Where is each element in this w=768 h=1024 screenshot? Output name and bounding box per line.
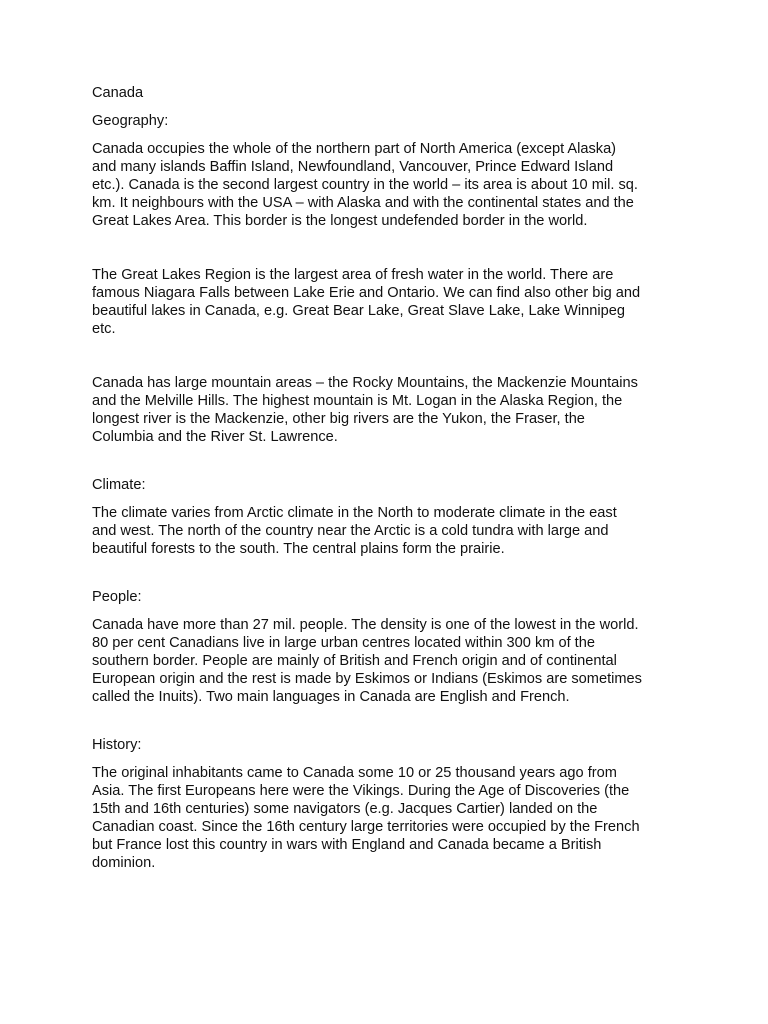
geography-paragraph: The Great Lakes Region is the largest area of fresh water in the world. There are famous Niagara Falls between Lake Erie and Ontario. We can find also other big and beautiful lakes in Canada, e.g. Great Bear Lake, Great Slave Lake, Lake Winnipeg etc. xyxy=(92,267,641,337)
document-body xyxy=(92,84,692,872)
section-heading-climate: Climate: xyxy=(92,477,146,493)
section-heading-geography: Geography: xyxy=(92,113,169,129)
section-heading-people: People: xyxy=(92,589,142,605)
people-paragraph: Canada have more than 27 mil. people. The density is one of the lowest in the world. 80 per cent Canadians live in large urban centres located within 300 km of the southern border. People are mainly of British and French origin and of continental European origin and the rest is made by Eskimos or Indians (Eskimos are sometimes called the Inuits). Two main languages in Canada are English and French. xyxy=(92,617,642,705)
geography-paragraph: Canada occupies the whole of the northern part of North America (except Alaska) and many islands Baffin Island, Newfoundland, Vancouver, Prince Edward Island etc.). Canada is the second largest country in the world – its area is about 10 mil. sq. km. It neighbours with the USA – with Alaska and with the continental states and the Great Lakes Area. This border is the longest undefended border in the world. xyxy=(92,141,638,229)
document-title: Canada xyxy=(92,85,144,101)
geography-paragraph: Canada has large mountain areas – the Rocky Mountains, the Mackenzie Mountains and the Melville Hills. The highest mountain is Mt. Logan in the Alaska Region, the longest river is the Mackenzie, other big rivers are the Yukon, the Fraser, the Columbia and the River St. Lawrence. xyxy=(92,375,638,445)
climate-paragraph: The climate varies from Arctic climate in the North to moderate climate in the east and west. The north of the country near the Arctic is a cold tundra with large and beautiful forests to the south. The central plains form the prairie. xyxy=(92,505,617,557)
history-paragraph: The original inhabitants came to Canada some 10 or 25 thousand years ago from Asia. The first Europeans here were the Vikings. During the Age of Discoveries (the 15th and 16th centuries) some navigators (e.g. Jacques Cartier) landed on the Canadian coast. Since the 16th century large territories were occupied by the French but France lost this country in wars with England and Canada became a British dominion. xyxy=(92,765,640,871)
section-heading-history: History: xyxy=(92,737,142,753)
